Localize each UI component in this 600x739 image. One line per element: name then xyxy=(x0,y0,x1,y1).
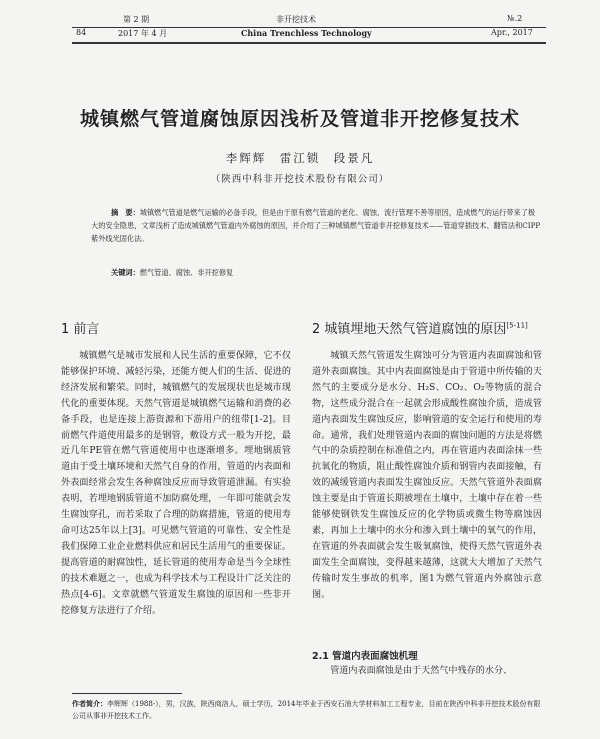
journal-name-cn: 非开挖技术 xyxy=(276,15,316,24)
header-rule-thick xyxy=(72,42,546,44)
section2-1-paragraph: 管道内表面腐蚀是由于天然气中残存的水分、 xyxy=(330,666,513,676)
section1-paragraph: 城镇燃气是城市发展和人民生活的重要保障，它不仅能够保护环境、减轻污染，还能方便人们的生活、促进的经济发展和繁荣。同时，城镇燃气的发展现状也是城市现代化的重要体现。天然气管道是城镇燃气运输和消费的必备手段，也是连接上游资源和下游用户的纽带[1-2]。目前燃气件道使用最多的是钢管，敷设方式一般为开挖，最近几年PE管在燃气管道使用中也逐渐增多。埋地钢质管道由于受土壤环境和天然气自身的作用，管道的内表面和外表面经常会发生各种腐蚀反应而导致管道泄漏。有实验表明，若埋地钢质管道不加防腐处理，一年即可能就会发生腐蚀穿孔，而若采取了合理的防腐措施，管道的使用寿命可达25年以上[3]。可见燃气管道的可靠性、安全性是我们保障工业企业燃料供应和居民生活用气的重要保证。提高管道的耐腐蚀性，延长管道的使用寿命是当今全球性的技术难题之一，也成为科学技术与工程设计广泛关注的热点[4-6]。文章就燃气管道发生腐蚀的原因和一些非开挖修复方法进行了介绍。 xyxy=(61,351,291,616)
abstract xyxy=(91,206,541,245)
section2-1-heading: 2.1 管道内表面腐蚀机理 xyxy=(312,651,418,662)
section2-body xyxy=(312,349,542,604)
issue-number: №.2 xyxy=(507,14,523,23)
section2-1-body xyxy=(312,664,542,680)
section1-heading: 1 前言 xyxy=(61,322,100,337)
section1-body xyxy=(61,349,291,619)
footnote-label: 作者简介： xyxy=(72,699,107,708)
running-header-bottom xyxy=(0,28,600,40)
abstract-label: 摘 要： xyxy=(111,208,140,217)
date-cn: 2017 年 4 月 xyxy=(118,29,168,38)
issue-label: 第 2 期 xyxy=(123,15,150,24)
page-number: 84 xyxy=(76,28,87,37)
section2-heading xyxy=(312,318,528,337)
keywords xyxy=(111,268,541,278)
footnote-rule xyxy=(72,693,182,694)
footnote-text: 李辉辉（1988-），男，汉族，陕西商洛人，硕士学历，2014年毕业于西安石油大学材料加工工程专业，目前在陕西中科非开挖技术股份有限公司从事非开挖技术工作。 xyxy=(72,700,541,720)
article-title: 城镇燃气管道腐蚀原因浅析及管道非开挖修复技术 xyxy=(79,108,520,130)
keywords-text: 燃气管道、腐蚀、非开挖修复 xyxy=(139,268,234,277)
section2-heading-text: 2 城镇埋地天然气管道腐蚀的原因 xyxy=(312,322,507,337)
abstract-text: 城镇燃气管道是燃气运输的必备手段，但是由于原有燃气管道的老化、腐蚀、流行管理不善等原因，造成燃气的运行带来了极大的安全隐患，文章浅析了造成城镇燃气管道内外腐蚀的原因，并介绍了三种城镇燃气管道非开挖修复技术——管道穿插技术、翻管法和CIPP紫外线光固化法。 xyxy=(91,208,541,243)
date-en: Apr., 2017 xyxy=(491,28,533,37)
journal-name-en: China Trenchless Technology xyxy=(241,28,372,38)
article-authors: 李辉辉 雷江锁 段景凡 xyxy=(225,151,375,165)
keywords-label: 关键词： xyxy=(111,268,140,277)
author-footnote xyxy=(72,698,546,722)
section2-paragraph: 城镇天然气管道发生腐蚀可分为管道内表面腐蚀和管道外表面腐蚀。其中内表面腐蚀是由于管道中所传输的天然气的主要成分是水分、H₂S、CO₂、O₂等物质的混合物，这些成分混合在一起就会形成酸性腐蚀介质，造成管道内表面发生腐蚀反应，影响管道的安全运行和使用的寿命。通常，我们处理管道内表面的腐蚀问题的方法是将燃气中的杂质控制在标准值之内，再在管道内表面涂抹一些抗氧化的物质，阻止酸性腐蚀介质和钢管内表面接触，有效的减缓管道内表面发生腐蚀反应。天然气管道外表面腐蚀主要是由于管道长期被埋在土壤中，土壤中存在着一些能够使钢铁发生腐蚀反应的化学物质或微生物等腐蚀因素，再加上土壤中的水分和渗入到土壤中的氧气的作用，在管道的外表面就会发生吸氧腐蚀，使得天然气管道外表面发生全面腐蚀，变得越来越薄，这就大大增加了天然气传输时发生事故的机率，图1为燃气管道内外腐蚀示意图。 xyxy=(312,351,542,600)
article-affiliation: （陕西中科非开挖技术股份有限公司） xyxy=(210,174,390,185)
section2-heading-ref: [5-11] xyxy=(506,321,528,330)
running-header-top xyxy=(0,14,600,26)
